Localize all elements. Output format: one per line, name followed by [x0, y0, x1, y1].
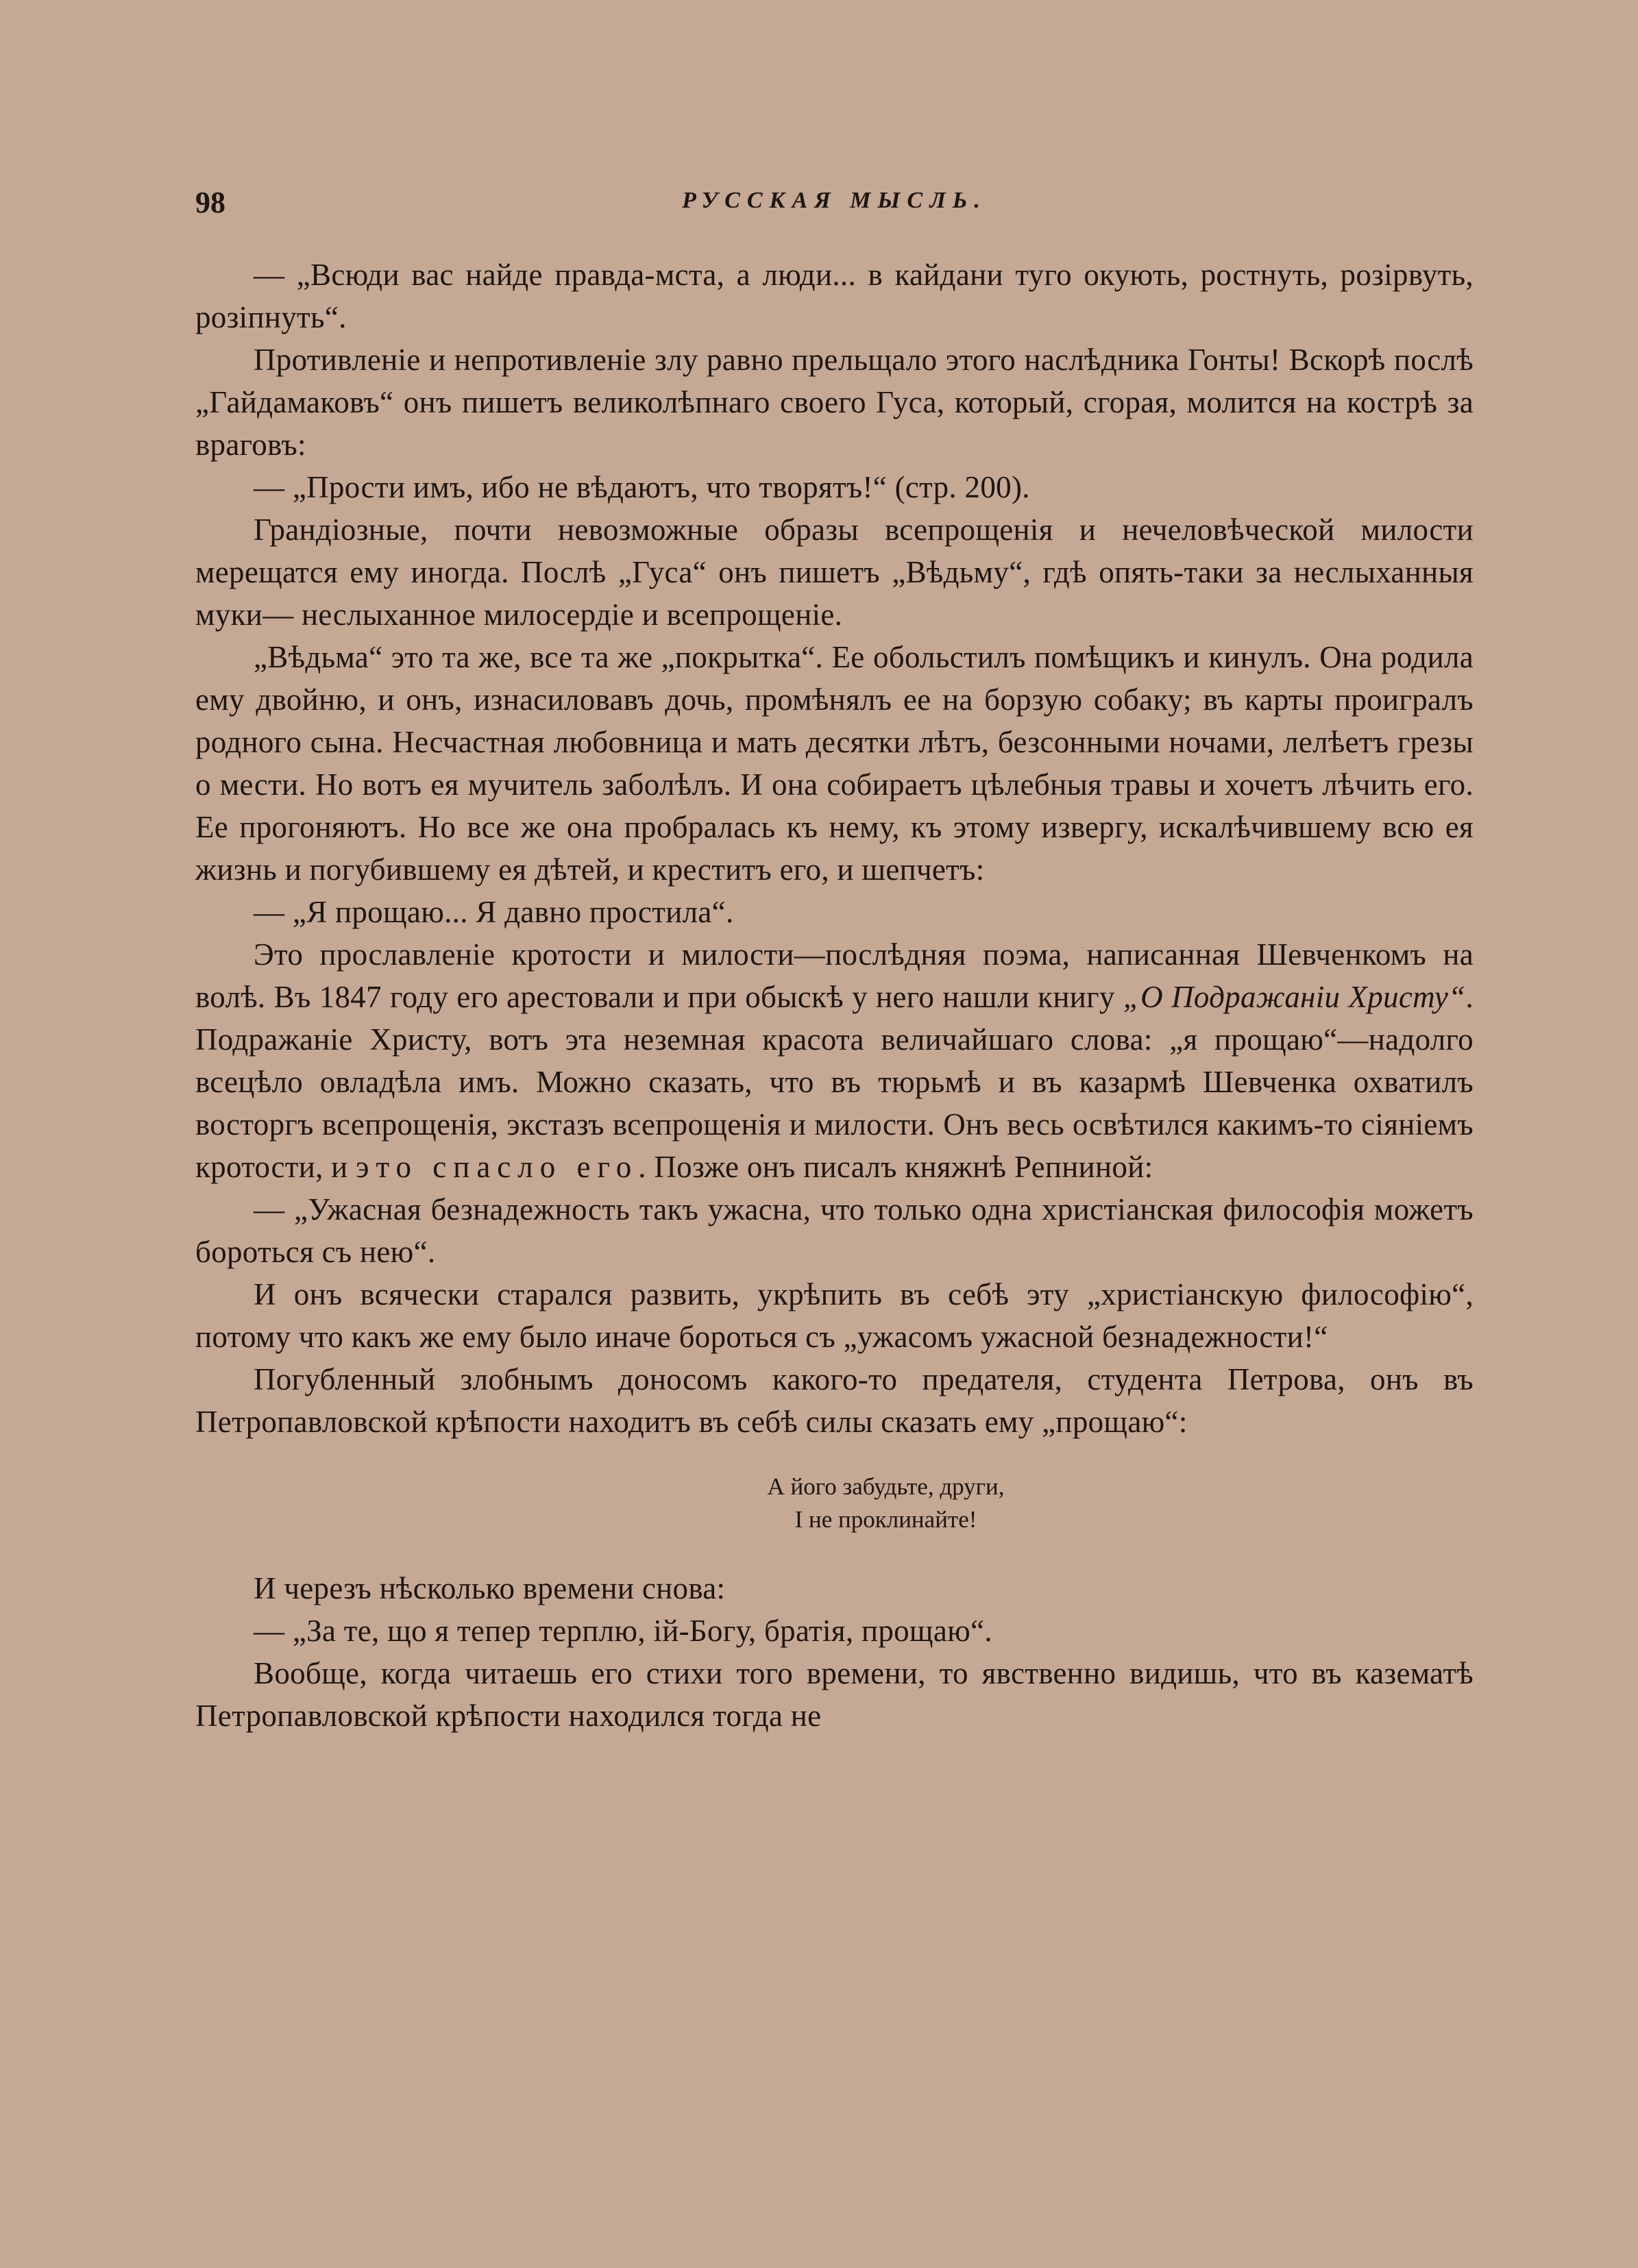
- paragraph: Противленіе и непротивленіе злу равно прельщало этого наслѣдника Гонты! Вскорѣ послѣ „Гайдамаковъ“ онъ пишетъ великолѣпнаго своего Гуса, который, сгорая, молится на кострѣ за враговъ:: [195, 343, 1474, 462]
- text-run: . Подражаніе Христу, вотъ эта неземная красота величайшаго слова: „я прощаю“—надолго всецѣло овладѣла имъ. Можно сказать, что въ тюрьмѣ и въ казармѣ Шевченка охватилъ восторгъ всепрощенія, экстазъ всепрощенія и милости. Онъ весь освѣтился какимъ-то сіяніемъ кротости, и: [195, 980, 1474, 1184]
- paragraph: И онъ всячески старался развить, укрѣпить въ себѣ эту „христіанскую философію“, потому что какъ же ему было иначе бороться съ „ужасомъ ужасной безнадежности!“: [195, 1277, 1474, 1354]
- book-page: [195, 185, 1474, 1737]
- paragraph: И черезъ нѣсколько времени снова:: [254, 1571, 726, 1605]
- verse-line: І не проклинайте!: [794, 1506, 977, 1533]
- body-text: [195, 254, 1474, 1737]
- journal-title: РУССКАЯ МЫСЛЬ.: [682, 188, 987, 213]
- paragraph: „Вѣдьма“ это та же, все та же „покрытка“. Ее обольстилъ помѣщикъ и кинулъ. Она родила ему двойню, и онъ, изнасиловавъ дочь, промѣнялъ ее на борзую собаку; въ карты проигралъ родного сына. Несчастная любовница и мать десятки лѣтъ, безсонными ночами, лелѣетъ грезы о мести. Но вотъ ея мучитель заболѣлъ. И она собираетъ цѣлебныя травы и хочетъ лѣчить его. Ее прогоняютъ. Но все же она пробралась къ нему, къ этому извергу, искалѣчившему всю ея жизнь и погубившему ея дѣтей, и креститъ его, и шепчетъ:: [195, 640, 1474, 887]
- paragraph: [195, 933, 1474, 1188]
- paragraph: Вообще, когда читаешь его стихи того времени, то явственно видишь, что въ казематѣ Петропавловской крѣпости находился тогда не: [195, 1656, 1474, 1733]
- page-number: 98: [195, 186, 225, 219]
- paragraph: — „Всюди вас найде правда-мста, а люди... в кайдани туго окують, ростнуть, розірвуть, розіпнуть“.: [195, 258, 1474, 334]
- paragraph: — „За те, що я тепер терплю, ій-Богу, братія, прощаю“.: [254, 1614, 992, 1648]
- paragraph: — „Ужасная безнадежность такъ ужасна, что только одна христіанская философія можетъ бороться съ нею“.: [195, 1192, 1474, 1269]
- text-run: . Позже онъ писалъ княжнѣ Репниной:: [638, 1150, 1153, 1184]
- paragraph: — „Прости имъ, ибо не вѣдаютъ, что творятъ!“ (стр. 200).: [254, 470, 1030, 504]
- verse-line: А його забудьте, други,: [767, 1473, 1005, 1500]
- verse-quote: [195, 1470, 1474, 1536]
- paragraph: — „Я прощаю... Я давно простила“.: [254, 895, 734, 929]
- book-title: „О Подражаніи Христу“: [1123, 980, 1466, 1014]
- emphasized-text: это спасло его: [356, 1150, 639, 1184]
- paragraph: Грандіозные, почти невозможные образы всепрощенія и нечеловѣческой милости мерещатся ему иногда. Послѣ „Гуса“ онъ пишетъ „Вѣдьму“, гдѣ опять-таки за неслыханныя муки— неслыханное милосердіе и всепрощеніе.: [195, 513, 1474, 632]
- running-head: [195, 185, 1474, 226]
- text-run: Это прославленіе кротости и милости—послѣдняя поэма, написанная Шевченкомъ на волѣ. Въ 1847 году его арестовали и при обыскѣ у него нашли книгу: [195, 937, 1474, 1014]
- paragraph: Погубленный злобнымъ доносомъ какого-то предателя, студента Петрова, онъ въ Петропавловской крѣпости находитъ въ себѣ силы сказать ему „прощаю“:: [195, 1362, 1474, 1439]
